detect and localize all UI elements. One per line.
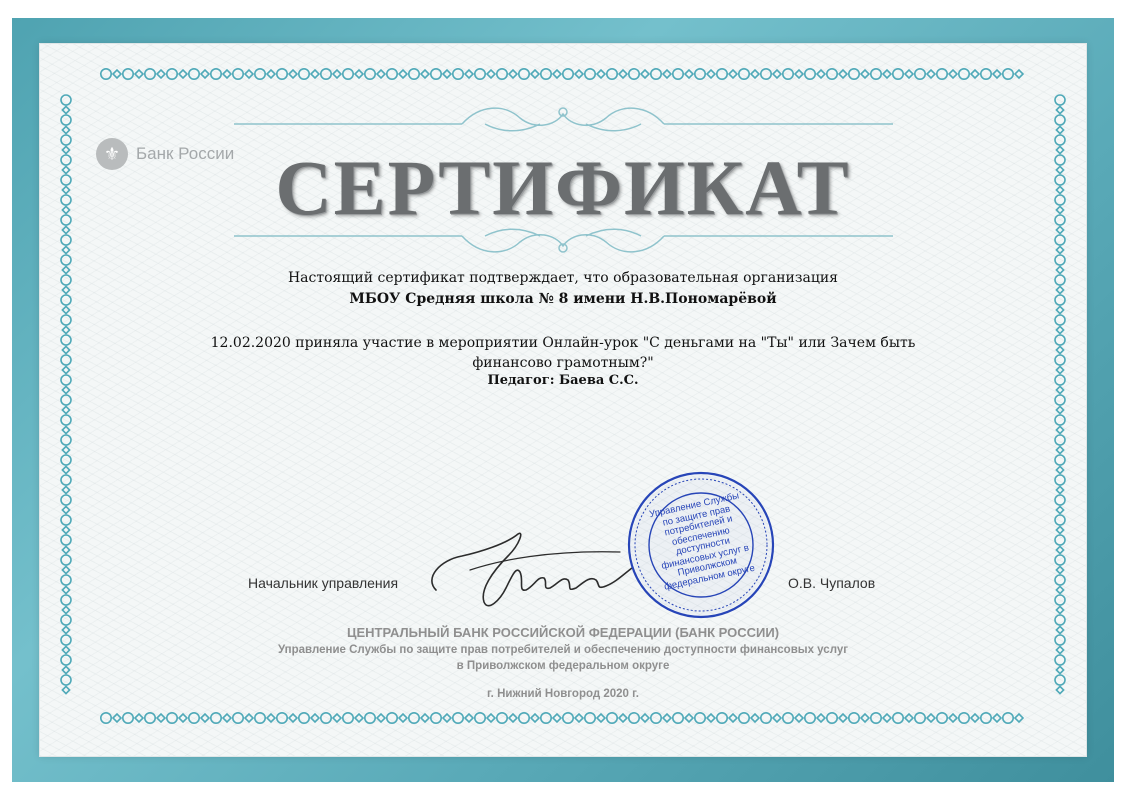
organization-name: МБОУ Средняя школа № 8 имени Н.В.Пономарёвой	[349, 291, 777, 307]
signatory-position: Начальник управления	[248, 575, 399, 591]
footer-city-year: г. Нижний Новгород 2020 г.	[487, 688, 639, 700]
event-description	[150, 333, 976, 373]
stamp-text: Управление Службы по защите прав потребителей и обеспечению доступности финансовых услуг в Приволжском федеральном округе	[648, 490, 756, 593]
double-headed-eagle-icon: ⚜	[96, 138, 128, 170]
signatory-name: О.В. Чупалов	[788, 575, 876, 591]
intro-text: Настоящий сертификат подтверждает, что образовательная организация	[287, 270, 839, 286]
certificate-title: СЕРТИФИКАТ	[275, 144, 851, 231]
footer-district: в Приволжском федеральном округе	[456, 660, 670, 672]
footer-department: Управление Службы по защите прав потребителей и обеспечению доступности финансовых услуг	[277, 644, 849, 656]
footer-bank-name: ЦЕНТРАЛЬНЫЙ БАНК РОССИЙСКОЙ ФЕДЕРАЦИИ (БАНК РОССИИ)	[346, 625, 780, 640]
teacher-name: Педагог: Баева С.С.	[487, 373, 639, 388]
logo-text: Банк России	[136, 144, 235, 163]
handwritten-signature	[420, 520, 650, 620]
event-line-2: финансово грамотным?"	[472, 355, 654, 371]
event-line-1: 12.02.2020 приняла участие в мероприятии Онлайн-урок "С деньгами на "Ты" или Зачем быть	[210, 335, 916, 351]
